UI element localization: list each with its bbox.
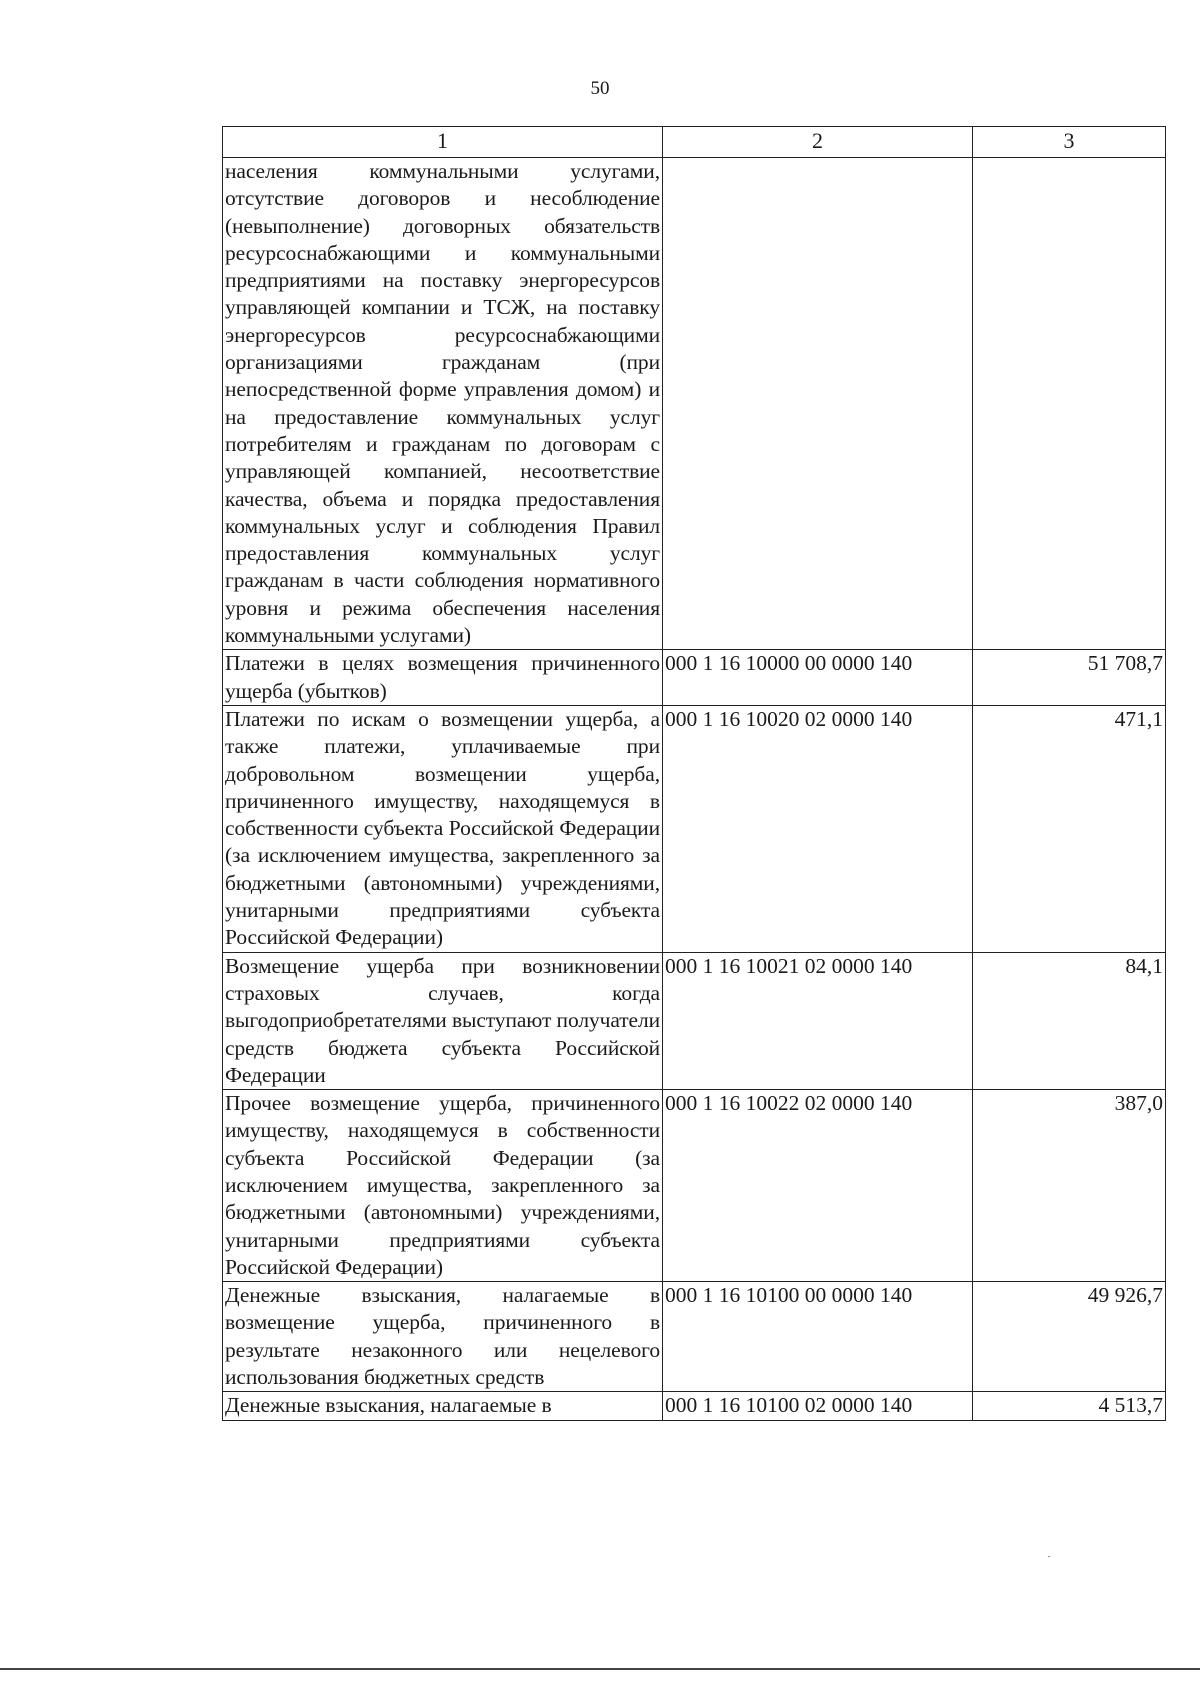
row-amount: 4 513,7 — [973, 1392, 1166, 1420]
row-code: 000 1 16 10100 00 0000 140 — [663, 1282, 973, 1392]
row-amount: 471,1 — [973, 705, 1166, 952]
row-description: Прочее возмещение ущерба, причиненного имуществу, находящемуся в собственности субъекта Российской Федерации (за исключением имущества, закрепленного за бюджетными (автономными) учреждениями, унитарными предприятиями субъекта Российской Федерации) — [223, 1090, 663, 1282]
table-row — [223, 1282, 1166, 1392]
row-code: 000 1 16 10022 02 0000 140 — [663, 1090, 973, 1282]
page-number: 50 — [590, 78, 610, 99]
row-description: Платежи в целях возмещения причиненного ущерба (убытков) — [223, 650, 663, 706]
table-row — [223, 158, 1166, 650]
row-description: Денежные взыскания, налагаемые в — [223, 1392, 663, 1420]
row-code: 000 1 16 10020 02 0000 140 — [663, 705, 973, 952]
row-amount — [973, 158, 1166, 650]
table-header-row — [223, 127, 1166, 158]
row-amount: 49 926,7 — [973, 1282, 1166, 1392]
column-header-code: 2 — [663, 127, 973, 158]
row-description: Возмещение ущерба при возникновении страховых случаев, когда выгодоприобретателями выступают получатели средств бюджета субъекта Российской Федерации — [223, 952, 663, 1089]
column-header-amount: 3 — [973, 127, 1166, 158]
row-code: 000 1 16 10000 00 0000 140 — [663, 650, 973, 706]
row-amount: 84,1 — [973, 952, 1166, 1089]
table-row — [223, 705, 1166, 952]
row-amount: 51 708,7 — [973, 650, 1166, 706]
row-code — [663, 158, 973, 650]
row-code: 000 1 16 10100 02 0000 140 — [663, 1392, 973, 1420]
table-row — [223, 650, 1166, 706]
table-row — [223, 1392, 1166, 1420]
row-code: 000 1 16 10021 02 0000 140 — [663, 952, 973, 1089]
table-row — [223, 952, 1166, 1089]
row-description: Денежные взыскания, налагаемые в возмещение ущерба, причиненного в результате незаконного или нецелевого использования бюджетных средств — [223, 1282, 663, 1392]
row-description: Платежи по искам о возмещении ущерба, а также платежи, уплачиваемые при добровольном возмещении ущерба, причиненного имуществу, находящемуся в собственности субъекта Российской Федерации (за исключением имущества, закрепленного за бюджетными (автономными) учреждениями, унитарными предприятиями субъекта Российской Федерации) — [223, 705, 663, 952]
row-amount: 387,0 — [973, 1090, 1166, 1282]
row-description: населения коммунальными услугами, отсутствие договоров и несоблюдение (невыполнение) договорных обязательств ресурсоснабжающими и коммунальными предприятиями на поставку энергоресурсов управляющей компании и ТСЖ, на поставку энергоресурсов ресурсоснабжающими организациями гражданам (при непосредственной форме управления домом) и на предоставление коммунальных услуг потребителям и гражданам по договорам с управляющей компанией, несоответствие качества, объема и порядка предоставления коммунальных услуг и соблюдения Правил предоставления коммунальных услуг гражданам в части соблюдения нормативного уровня и режима обеспечения населения коммунальными услугами) — [223, 158, 663, 650]
scan-bottom-edge-line — [0, 1668, 1200, 1670]
scan-speck — [1048, 1556, 1050, 1557]
budget-revenue-table — [222, 126, 1166, 1421]
table-row — [223, 1090, 1166, 1282]
column-header-description: 1 — [223, 127, 663, 158]
